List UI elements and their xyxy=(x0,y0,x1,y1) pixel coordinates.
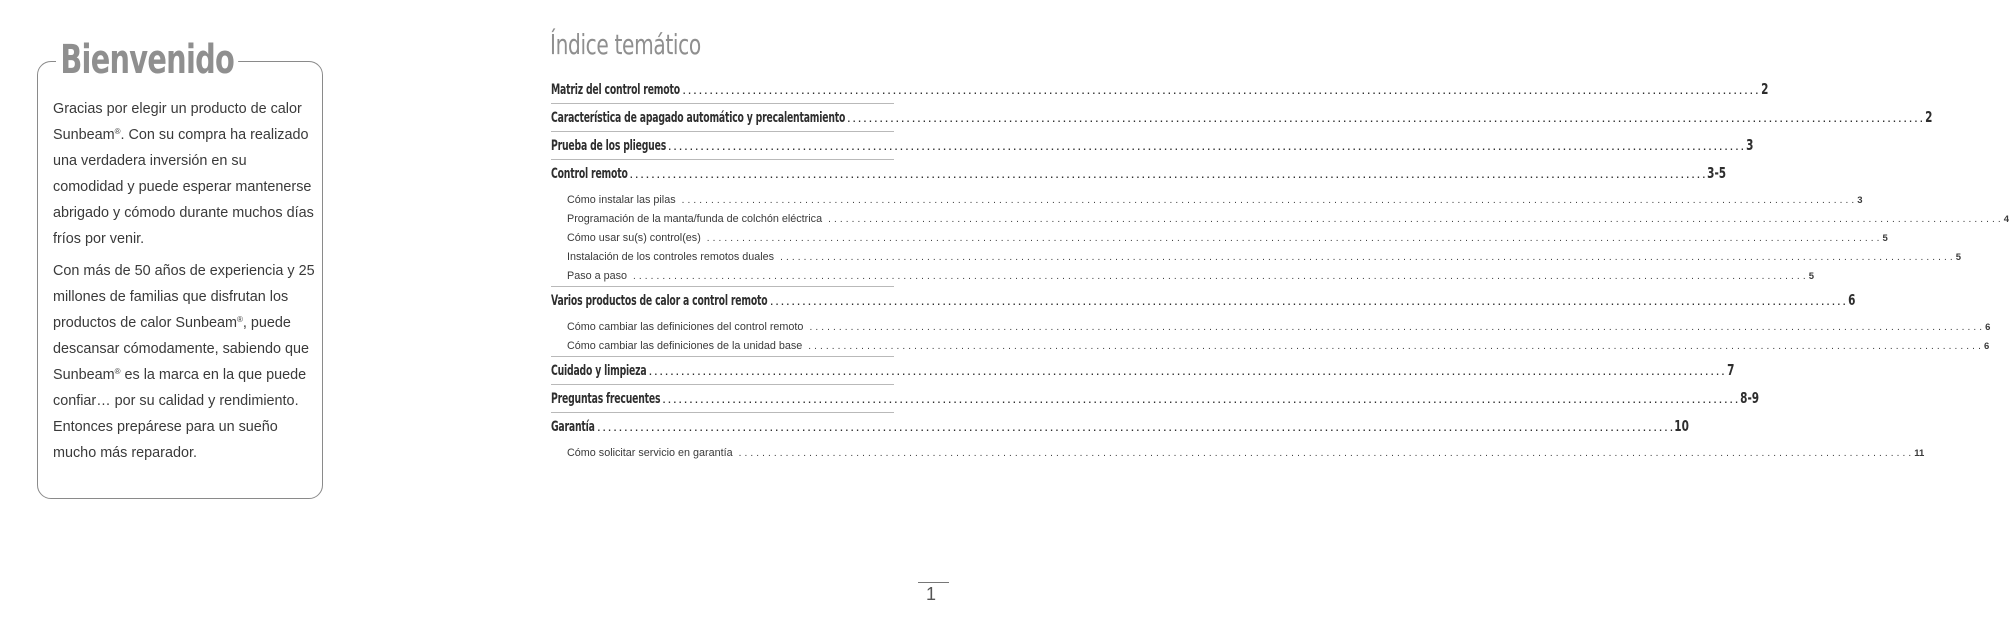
toc-leader-dots: ........................................................................................................................................................................................................ xyxy=(769,292,1848,308)
toc-leader-dots: ........................................................................................................................................................................................................ xyxy=(633,271,1809,282)
toc-subentry-page: 5 xyxy=(1808,271,1814,282)
toc-subentry xyxy=(551,210,2009,229)
welcome-paragraph-2 xyxy=(53,258,319,466)
toc-entry-label: Varios productos de calor a control remoto xyxy=(551,293,768,309)
welcome-text: Gracias por elegir un producto de calor Sunbeam xyxy=(53,101,302,143)
page-number-rule xyxy=(918,582,949,583)
toc-subentry-label: Cómo usar su(s) control(es) xyxy=(567,232,701,244)
toc-leader-dots: ........................................................................................................................................................................................................ xyxy=(662,390,1741,406)
toc-leader-dots: ........................................................................................................................................................................................................ xyxy=(706,233,1883,244)
toc-subentry-page: 5 xyxy=(1955,252,1962,263)
toc-entry xyxy=(551,132,1754,159)
toc-entry-page: 7 xyxy=(1726,361,1735,379)
toc-leader-dots: ........................................................................................................................................................................................................ xyxy=(682,81,1761,97)
toc-subentry xyxy=(551,337,1990,356)
toc-entry-label: Matriz del control remoto xyxy=(551,82,680,98)
toc-entry-label: Prueba de los pliegues xyxy=(551,138,667,154)
toc-entry-label: Preguntas frecuentes xyxy=(551,391,661,407)
toc-leader-dots: ........................................................................................................................................................................................................ xyxy=(846,109,1925,125)
toc-subentry-label: Programación de la manta/funda de colchón eléctrica xyxy=(567,213,823,225)
toc-subentry-label: Cómo solicitar servicio en garantía xyxy=(567,447,733,459)
toc-subentry-page: 4 xyxy=(2003,214,2009,225)
toc-subentry xyxy=(551,444,1925,463)
welcome-paragraph-1 xyxy=(53,96,319,252)
welcome-title: Bienvenido xyxy=(56,36,238,84)
toc-leader-dots: ........................................................................................................................................................................................................ xyxy=(780,252,1956,263)
toc-subentry-label: Cómo cambiar las definiciones de la unidad base xyxy=(567,340,803,352)
toc-entry xyxy=(551,413,1690,440)
registered-mark: ® xyxy=(237,315,243,324)
toc-entry-page: 2 xyxy=(1760,80,1768,98)
toc-leader-dots: ........................................................................................................................................................................................................ xyxy=(648,362,1727,378)
welcome-text: Con más de 50 años de experiencia y 25 millones de familias que disfrutan los productos de calor Sunbeam xyxy=(53,263,315,331)
toc-subentry xyxy=(551,248,1962,267)
toc-entry-label: Característica de apagado automático y precalentamiento xyxy=(551,110,846,126)
index-title: Índice temático xyxy=(550,28,701,61)
toc-entry-page: 10 xyxy=(1674,417,1690,435)
toc-subentry xyxy=(551,229,1888,248)
toc-subentry-page: 6 xyxy=(1985,322,1991,333)
page-number: 1 xyxy=(926,584,937,604)
toc-leader-dots: ........................................................................................................................................................................................................ xyxy=(667,137,1746,153)
toc-entry-page: 6 xyxy=(1848,291,1856,309)
toc-leader-dots: ........................................................................................................................................................................................................ xyxy=(809,322,1986,333)
toc-subentry-page: 6 xyxy=(1983,341,1990,352)
toc-entry-label: Control remoto xyxy=(551,166,628,182)
welcome-text: , puede descansar cómodamente, sabiendo que Sunbeam xyxy=(53,315,310,383)
toc-entry-page: 3-5 xyxy=(1707,164,1727,182)
toc-leader-dots: ........................................................................................................................................................................................................ xyxy=(828,214,2004,225)
toc-entry xyxy=(551,287,1856,314)
toc-entry xyxy=(551,160,1727,187)
toc-subentry-page: 3 xyxy=(1857,195,1863,206)
toc-entry-label: Cuidado y limpieza xyxy=(551,363,647,379)
toc-subentry-page: 5 xyxy=(1882,233,1888,244)
welcome-body xyxy=(53,96,319,472)
toc-leader-dots: ........................................................................................................................................................................................................ xyxy=(629,165,1708,181)
toc-entry xyxy=(551,385,1760,412)
toc-subentry xyxy=(551,191,1863,210)
toc-entry-page: 3 xyxy=(1746,136,1754,154)
registered-mark: ® xyxy=(114,127,121,136)
welcome-text: es la marca en la que puede confiar… por su calidad y rendimiento. Entonces prepárese para un sueño mucho más reparador. xyxy=(53,367,307,461)
toc-subentry-page: 11 xyxy=(1914,448,1925,459)
toc-entry-page: 8-9 xyxy=(1740,389,1760,407)
toc-leader-dots: ........................................................................................................................................................................................................ xyxy=(808,341,1984,352)
toc-leader-dots: ........................................................................................................................................................................................................ xyxy=(681,195,1858,206)
toc-subentry xyxy=(551,318,1991,337)
toc-entry-page: 2 xyxy=(1925,108,1933,126)
toc-entry-label: Garantía xyxy=(551,419,595,435)
toc-entry xyxy=(551,104,1933,131)
toc-subentry-label: Cómo instalar las pilas xyxy=(567,194,676,206)
toc-subentry-label: Cómo cambiar las definiciones del control remoto xyxy=(567,321,804,333)
welcome-text: . Con su compra ha realizado una verdadera inversión en su comodidad y puede esperar mantenerse abrigado y cómodo durante muchos días fríos por venir. xyxy=(53,127,314,247)
table-of-contents xyxy=(551,76,2009,463)
toc-leader-dots: ........................................................................................................................................................................................................ xyxy=(738,448,1915,459)
toc-subentry-label: Instalación de los controles remotos duales xyxy=(567,251,775,263)
registered-mark: ® xyxy=(114,367,121,376)
toc-leader-dots: ........................................................................................................................................................................................................ xyxy=(596,418,1675,434)
toc-subentry xyxy=(551,267,1814,286)
toc-entry xyxy=(551,76,1768,103)
toc-subentry-label: Paso a paso xyxy=(567,270,628,282)
toc-entry xyxy=(551,357,1735,384)
